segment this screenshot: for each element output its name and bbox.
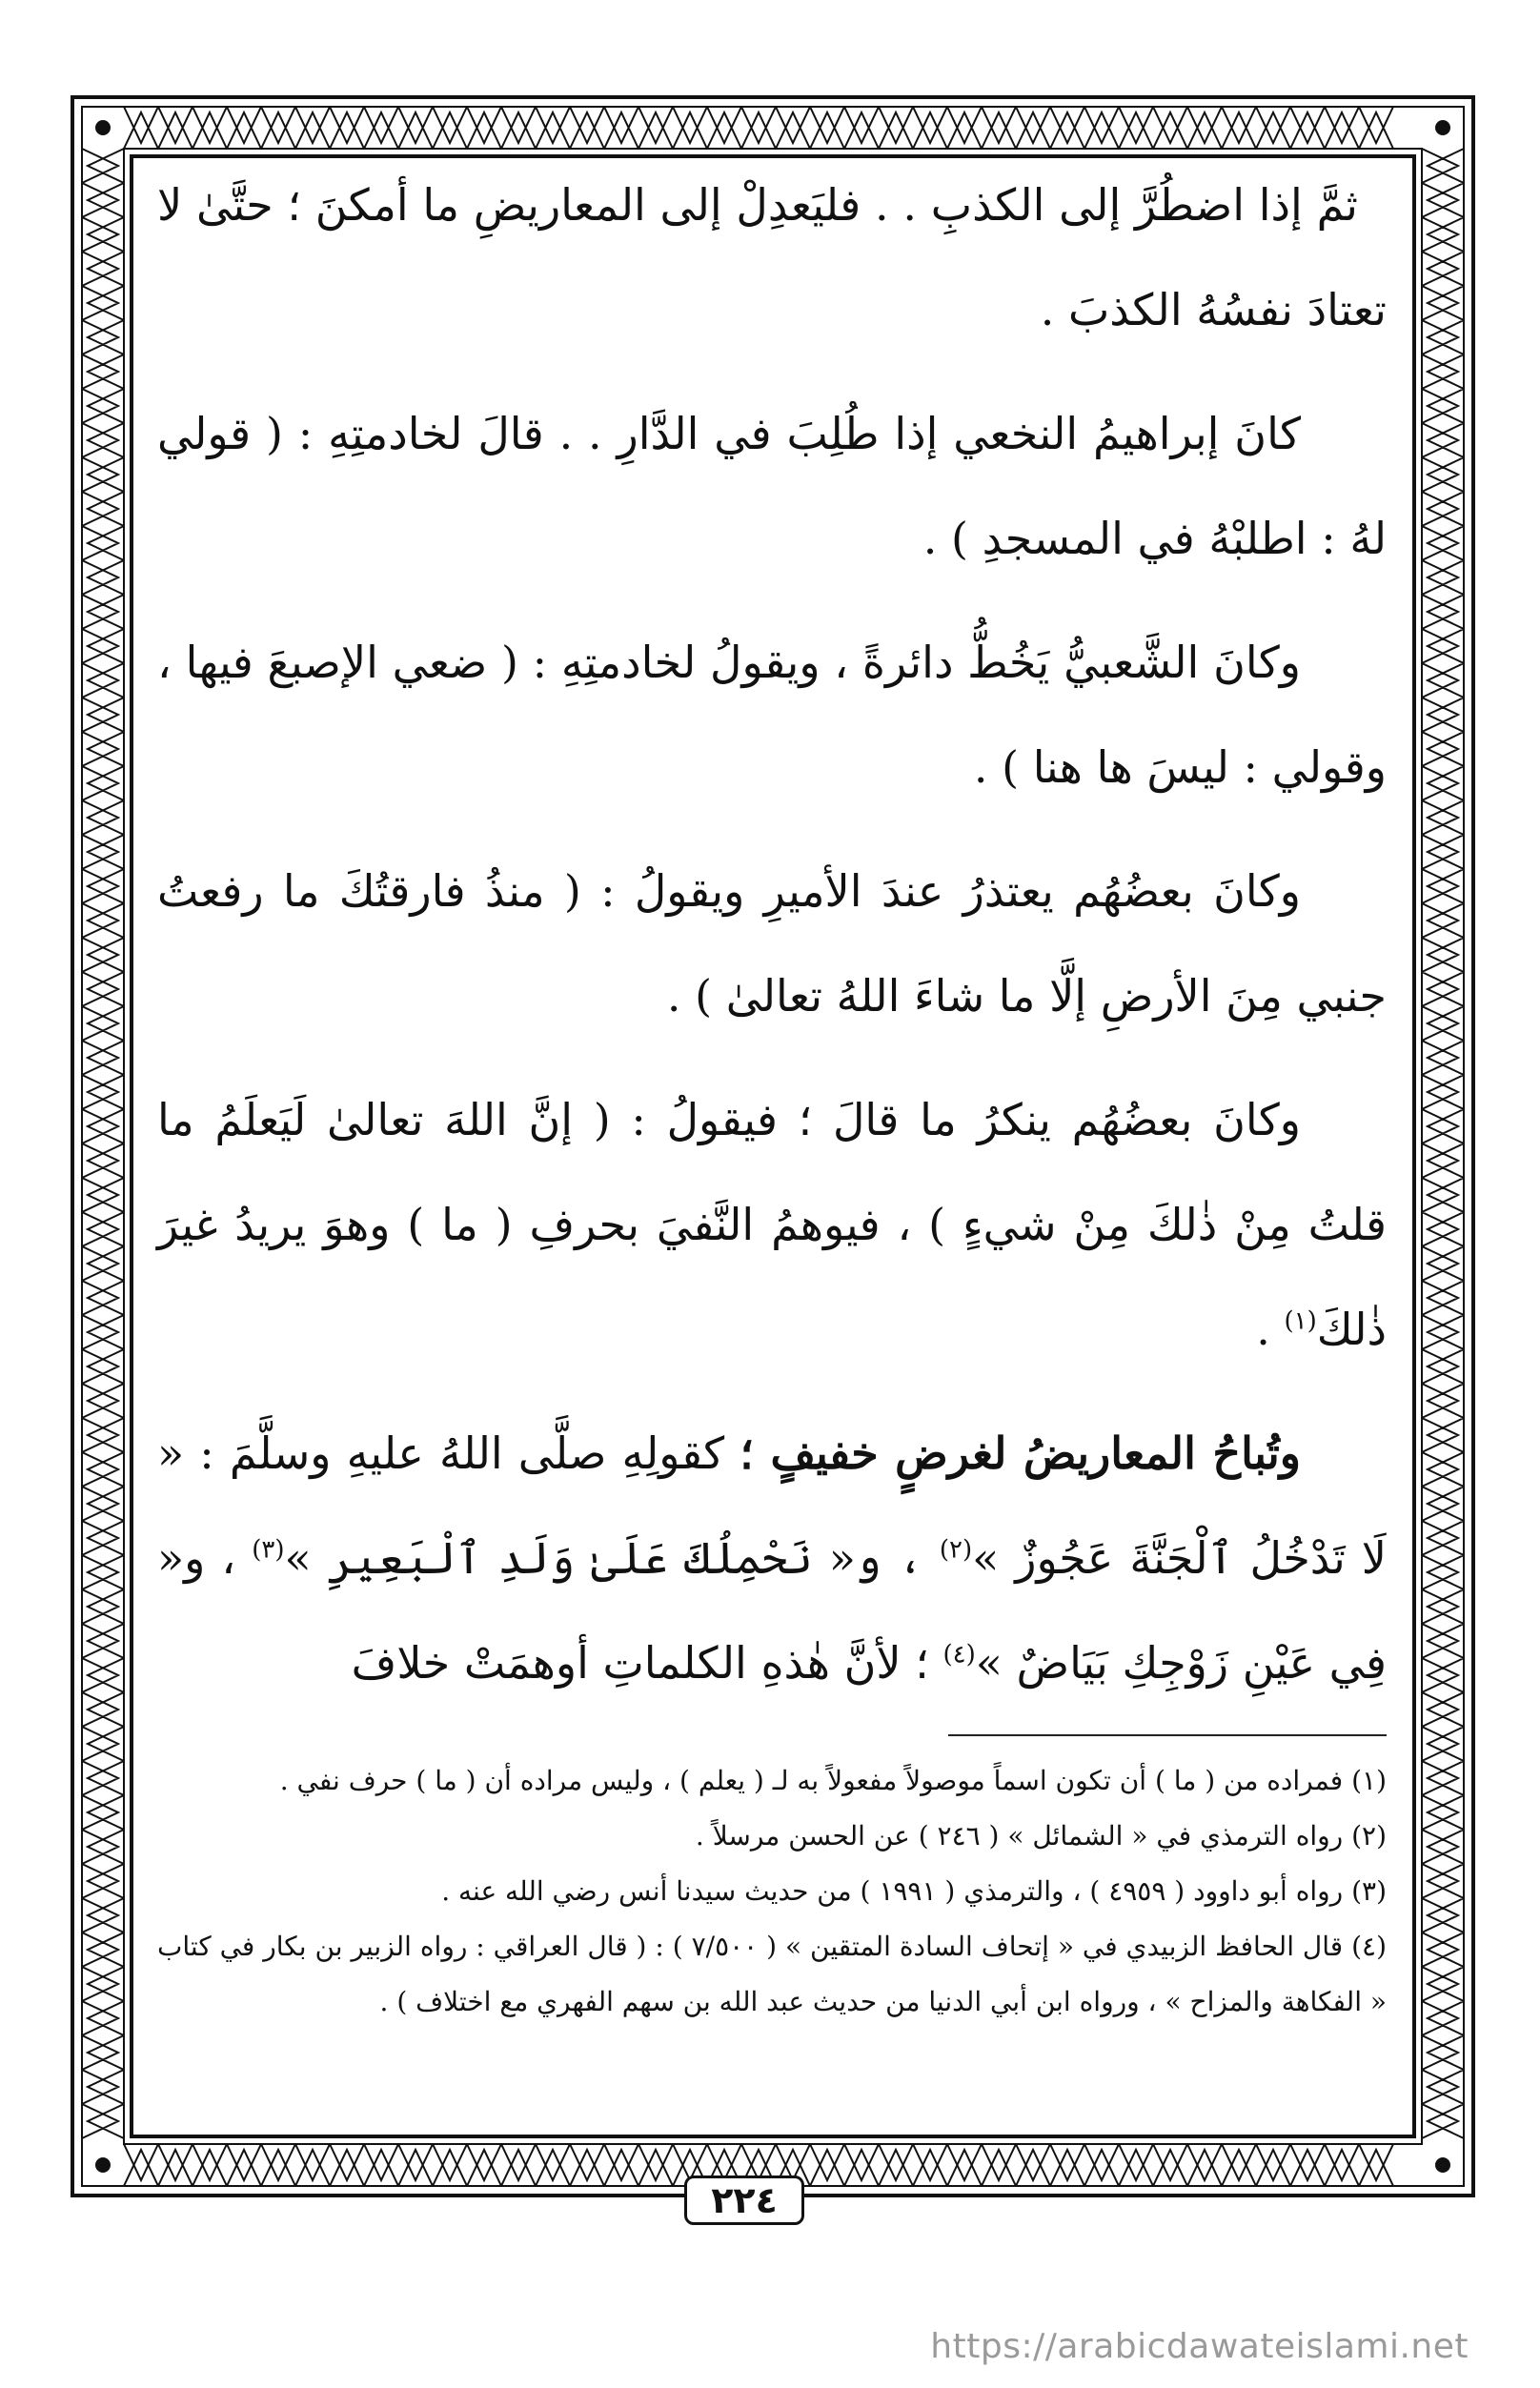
paragraph-3: وكانَ الشَّعبيُّ يَخُطُّ دائرةً ، ويقولُ لخادمتِهِ : ( ضعي الإصبعَ فيها ، وقولي : ليسَ ها هنا ) .: [157, 637, 1387, 793]
corner-dot-icon: [96, 2158, 110, 2172]
website-watermark: https://arabicdawateislami.net: [930, 2327, 1469, 2366]
paragraph-6-intro: وتُباحُ المعاريضُ لغرضٍ خفيفٍ ؛: [740, 1427, 1301, 1479]
footnotes: [157, 1753, 1387, 2030]
paragraph-1: ثمَّ إذا اضطُرَّ إلى الكذبِ . . فليَعدِلْ إلى المعاريضِ ما أمكنَ ؛ حتَّىٰ لا تعتادَ نفسُهُ الكذبَ .: [157, 179, 1387, 335]
paragraph-6-text-2: ، و« نَحْمِلُكَ عَلَىٰ وَلَدِ ٱلْبَعِيرِ »: [284, 1532, 940, 1584]
page-number: ٢٢٤: [711, 2179, 778, 2221]
paragraph-2: كانَ إبراهيمُ النخعي إذا طُلِبَ في الدَّارِ . . قالَ لخادمتِهِ : ( قولي لهُ : اطلبْهُ في المسجدِ ) .: [157, 408, 1387, 564]
paragraph-6: [157, 1401, 1387, 1715]
paragraph-6-text-3: ، و« فِي عَيْنِ زَوْجِكِ بَيَاضٌ »: [157, 1532, 1387, 1689]
footnote-1: (١) فمراده من ( ما ) أن تكون اسماً موصولاً مفعولاً به لـ ( يعلم ) ، وليس مراده أن ( ما ) حرف نفي .: [279, 1765, 1387, 1796]
paragraph-4: وكانَ بعضُهُم يعتذرُ عندَ الأميرِ ويقولُ : ( منذُ فارقتُكَ ما رفعتُ جنبي مِنَ الأرضِ إلَّا ما شاءَ اللهُ تعالىٰ ) .: [157, 865, 1387, 1022]
footnote-ref-2: (٢): [939, 1535, 973, 1565]
footnote-2: (٢) رواه الترمذي في « الشمائل » ( ٢٤٦ ) عن الحسن مرسلاً .: [695, 1820, 1387, 1852]
footnote-divider: [948, 1734, 1387, 1736]
paragraph-5: [157, 1067, 1387, 1382]
corner-dot-icon: [1436, 2158, 1449, 2172]
paragraph-5-text: وكانَ بعضُهُم ينكرُ ما قالَ ؛ فيقولُ : ( إنَّ اللهَ تعالىٰ لَيَعلَمُ ما قلتُ مِنْ ذٰلكَ مِنْ شيءٍ ) ، فيوهمُ النَّفيَ بحرفِ ( ما ) وهوَ يريدُ غيرَ ذٰلكَ: [157, 1094, 1387, 1355]
footnote-3: (٣) رواه أبو داوود ( ٤٩٥٩ ) ، والترمذي ( ١٩٩١ ) من حديث سيدنا أنس رضي الله عنه .: [441, 1875, 1387, 1907]
footnote-4: (٤) قال الحافظ الزبيدي في « إتحاف السادة المتقين » ( ٧/٥٠٠ ) : ( قال العراقي : رواه الزبير بن بكار في كتاب « الفكاهة والمزاح » ، ورواه ابن أبي الدنيا من حديث عبد الله بن سهم الفهري مع اختلاف ) .: [157, 1931, 1387, 2017]
footnote-ref-1: (١): [1284, 1306, 1317, 1336]
footnote-ref-4: (٤): [942, 1640, 976, 1670]
corner-dot-icon: [96, 121, 110, 134]
page-body: [157, 152, 1387, 2130]
footnote-ref-3: (٣): [252, 1535, 285, 1565]
paragraph-5-end: .: [1256, 1304, 1285, 1355]
paragraph-6-text-1: كقولِهِ صلَّى اللهُ عليهِ وسلَّمَ : « لَا تَدْخُلُ ٱلْجَنَّةَ عَجُوزٌ »: [157, 1427, 1387, 1584]
page-number-box: [684, 2176, 804, 2225]
corner-dot-icon: [1436, 121, 1449, 134]
paragraph-6-text-4: ؛ لأنَّ هٰذهِ الكلماتِ أوهمَتْ خلافَ: [351, 1637, 943, 1689]
